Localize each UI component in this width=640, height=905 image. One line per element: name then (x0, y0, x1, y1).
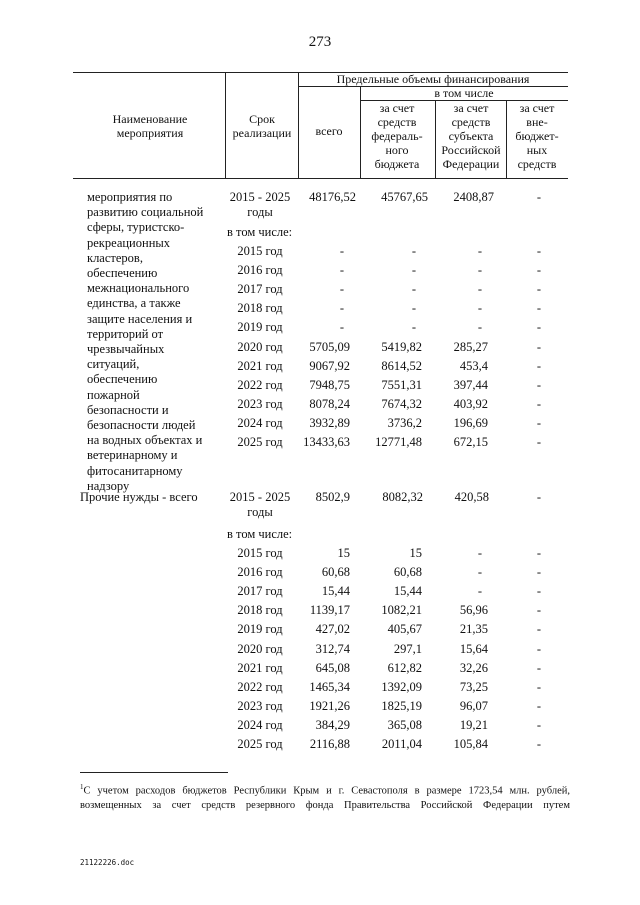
section1-name-line: безопасности и (87, 402, 169, 417)
section1-cell-subject: 453,4 (459, 358, 488, 373)
section1-term-line2: годы (247, 205, 273, 219)
section2-row-year: 2019 год (237, 622, 283, 637)
section2-cell-total: 384,29 (315, 717, 350, 732)
section2-cell-total: 645,08 (315, 660, 350, 675)
header-extra: за счет вне-бюджет-ных средств (515, 101, 559, 171)
section1-cell-total: 7948,75 (309, 377, 350, 392)
section1-row-year: 2019 год (237, 320, 283, 335)
header-subject: за счет средств субъекта Российской Федерации (441, 101, 501, 171)
section1-name-line: кластеров, (87, 250, 143, 265)
section1-cell-extra: - (536, 320, 542, 335)
section2-cell-extra: - (536, 660, 542, 675)
section1-cell-subject: - (477, 282, 483, 297)
section1-cell-federal: 7551,31 (381, 377, 422, 392)
section2-cell-subject: 21,35 (459, 622, 488, 637)
section1-cell-extra: - (536, 301, 542, 316)
section1-cell-total: 3932,89 (309, 415, 350, 430)
footnote-text-line1: С учетом расходов бюджетов Республики Крым и г. Севастополя в размере 1723,54 млн. рублей, (83, 785, 570, 797)
header-term: Срок реализации (232, 112, 292, 140)
section2-cell-extra: - (536, 546, 542, 560)
section1-row-year: 2023 год (237, 396, 283, 411)
section1-cell-subject: 285,27 (453, 339, 488, 354)
section2-cell-extra: - (536, 641, 542, 656)
section2-cell-total: 1139,17 (309, 603, 350, 618)
section1-cell-total: - (339, 282, 345, 297)
section2-cell-total: 2116,88 (309, 737, 350, 751)
section1-name-line: единства, а также (87, 296, 181, 311)
section1-total-federal: 45767,65 (381, 190, 428, 204)
section2-cell-extra: - (536, 622, 542, 637)
section2-cell-federal: 15 (409, 546, 422, 560)
section1-cell-extra: - (536, 358, 542, 373)
section2-cell-federal: 1825,19 (381, 698, 422, 713)
section2-cell-total: 312,74 (315, 641, 350, 656)
section2-term-line2: годы (247, 505, 273, 519)
header-federal: за счет средств федераль-ного бюджета (371, 101, 423, 171)
section2-cell-extra: - (536, 717, 542, 732)
section1-name-line: безопасности людей (87, 418, 196, 433)
section1-name-line: фитосанитарному (87, 463, 183, 478)
page-number: 273 (308, 34, 332, 50)
header-subgroup-title: в том числе (434, 86, 494, 100)
section1-including: в том числе: (227, 225, 293, 239)
section1-name-line: пожарной (87, 387, 140, 402)
section2-cell-federal: 60,68 (393, 565, 422, 580)
section1-cell-total: 9067,92 (309, 358, 350, 373)
section1-total-subject: 2408,87 (453, 190, 494, 204)
section2-cell-total: 427,02 (315, 622, 350, 637)
section1-name-line: ситуаций, (87, 357, 140, 372)
section2-cell-total: 15,44 (321, 584, 350, 599)
section2-cell-federal: 405,67 (387, 622, 422, 637)
section1-cell-subject: 196,69 (453, 415, 488, 430)
section2-cell-federal: 297,1 (393, 641, 422, 656)
section1-cell-total: 13433,63 (303, 435, 350, 449)
section2-cell-federal: 2011,04 (381, 737, 422, 751)
section1-cell-total: - (339, 244, 345, 258)
section1-cell-total: - (339, 263, 345, 278)
header-group-title: Предельные объемы финансирования (336, 72, 530, 86)
section2-cell-subject: 56,96 (459, 603, 488, 618)
section1-row-year: 2018 год (237, 301, 283, 316)
section2-row-year: 2015 год (237, 546, 283, 560)
section1-cell-federal: - (411, 320, 417, 335)
section2-total-federal: 8082,32 (382, 490, 423, 504)
section2-including: в том числе: (227, 527, 293, 541)
section2-cell-subject: 96,07 (459, 698, 488, 713)
section1-cell-federal: - (411, 263, 417, 278)
section1-cell-extra: - (536, 396, 542, 411)
section1-name-line: ветеринарному и (87, 448, 178, 463)
section2-cell-federal: 365,08 (387, 717, 422, 732)
section2-cell-subject: - (477, 565, 483, 580)
section2-row-year: 2023 год (237, 698, 283, 713)
section1-cell-federal: 3736,2 (387, 415, 422, 430)
section1-cell-federal: - (411, 301, 417, 316)
document-id: 21122226.doc (80, 858, 135, 867)
section2-cell-subject: 32,26 (459, 660, 488, 675)
header-name: Наименование мероприятия (112, 112, 188, 140)
section1-cell-extra: - (536, 435, 542, 449)
section2-row-year: 2024 год (237, 717, 283, 732)
section1-cell-total: - (339, 301, 345, 316)
section2-cell-extra: - (536, 679, 542, 694)
section2-cell-federal: 1392,09 (381, 679, 422, 694)
section2-cell-subject: 73,25 (459, 679, 488, 694)
section2-cell-extra: - (536, 603, 542, 618)
footnote-marker: 1 (80, 783, 84, 791)
footnote-line2: возмещенных за счет средств резервного фонда Правительства Российской Федерации путем (80, 800, 570, 811)
section2-total-all: 8502,9 (315, 490, 350, 504)
section1-cell-extra: - (536, 339, 542, 354)
section1-row-year: 2015 год (237, 244, 283, 258)
section2-cell-total: 1465,34 (309, 679, 350, 694)
footnote-line1 (80, 780, 570, 799)
section2-row-year: 2017 год (237, 584, 283, 599)
section1-cell-extra: - (536, 282, 542, 297)
section2-total-subject: 420,58 (454, 490, 489, 504)
section1-cell-subject: - (477, 244, 483, 258)
section2-term-line1: 2015 - 2025 (229, 490, 291, 504)
section2-cell-extra: - (536, 698, 542, 713)
section2-row-year: 2018 год (237, 603, 283, 618)
section1-cell-extra: - (536, 415, 542, 430)
section1-row-year: 2017 год (237, 282, 283, 297)
section1-name-line: межнационального (87, 281, 190, 296)
section2-cell-total: 60,68 (321, 565, 350, 580)
section1-term-line1: 2015 - 2025 (229, 190, 291, 204)
section1-cell-subject: - (477, 320, 483, 335)
section1-cell-federal: 7674,32 (381, 396, 422, 411)
section2-cell-extra: - (536, 584, 542, 599)
section1-total-all: 48176,52 (309, 190, 356, 204)
section2-cell-subject: - (477, 546, 483, 560)
section1-row-year: 2020 год (237, 339, 283, 354)
section1-name-line: чрезвычайных (87, 342, 165, 357)
section1-cell-total: - (339, 320, 345, 335)
section1-name-line: мероприятия по (87, 190, 173, 204)
section1-cell-total: 8078,24 (309, 396, 350, 411)
section1-cell-federal: 8614,52 (381, 358, 422, 373)
section1-row-year: 2016 год (237, 263, 283, 278)
section2-cell-subject: 105,84 (453, 737, 488, 751)
section1-cell-subject: - (477, 263, 483, 278)
section2-row-year: 2016 год (237, 565, 283, 580)
section1-cell-total: 5705,09 (309, 339, 350, 354)
section2-cell-extra: - (536, 565, 542, 580)
section1-cell-extra: - (536, 377, 542, 392)
section1-row-year: 2022 год (237, 377, 283, 392)
section1-cell-subject: 397,44 (453, 377, 488, 392)
section1-cell-federal: - (411, 244, 417, 258)
section1-name-line: обеспечению (87, 266, 158, 281)
section2-row-year: 2025 год (237, 737, 283, 751)
section1-row-year: 2025 год (237, 435, 283, 449)
section1-cell-extra: - (536, 263, 542, 278)
section2-cell-total: 1921,26 (309, 698, 350, 713)
footnote-separator (80, 772, 228, 773)
section1-cell-federal: 12771,48 (375, 435, 422, 449)
section1-name-line: защите населения и (87, 311, 193, 326)
header-total: всего (315, 124, 343, 138)
section1-name-line: надзору (87, 478, 130, 493)
section2-cell-federal: 612,82 (387, 660, 422, 675)
section2-row-year: 2020 год (237, 641, 283, 656)
section1-name-line: развитию социальной (87, 205, 204, 220)
section1-cell-extra: - (536, 244, 542, 258)
section1-cell-subject: - (477, 301, 483, 316)
col-divider-5 (506, 100, 507, 178)
section1-name-line: обеспечению (87, 372, 158, 387)
section2-cell-subject: - (477, 584, 483, 599)
col-divider-1 (225, 72, 226, 178)
section1-name-line: рекреационных (87, 235, 171, 250)
section1-cell-federal: - (411, 282, 417, 297)
section1-name-line: территорий от (87, 326, 164, 341)
section2-cell-subject: 19,21 (459, 717, 488, 732)
section1-row-year: 2021 год (237, 358, 283, 373)
section2-row-year: 2021 год (237, 660, 283, 675)
section1-name-line: на водных объектах и (87, 433, 203, 448)
section1-total-extra: - (536, 190, 542, 204)
section1-cell-federal: 5419,82 (381, 339, 422, 354)
section1-cell-subject: 403,92 (453, 396, 488, 411)
section2-cell-federal: 1082,21 (381, 603, 422, 618)
section2-cell-subject: 15,64 (459, 641, 488, 656)
section1-name-line: сферы, туристско- (87, 220, 185, 235)
section2-row-year: 2022 год (237, 679, 283, 694)
section2-cell-extra: - (536, 737, 542, 751)
section1-cell-subject: 672,15 (453, 435, 488, 449)
section2-total-extra: - (536, 490, 542, 504)
section1-name (87, 190, 227, 494)
section2-name: Прочие нужды - всего (80, 490, 198, 504)
section2-cell-federal: 15,44 (393, 584, 422, 599)
section2-cell-total: 15 (337, 546, 350, 560)
header-bottom-border (73, 178, 568, 179)
section1-row-year: 2024 год (237, 415, 283, 430)
